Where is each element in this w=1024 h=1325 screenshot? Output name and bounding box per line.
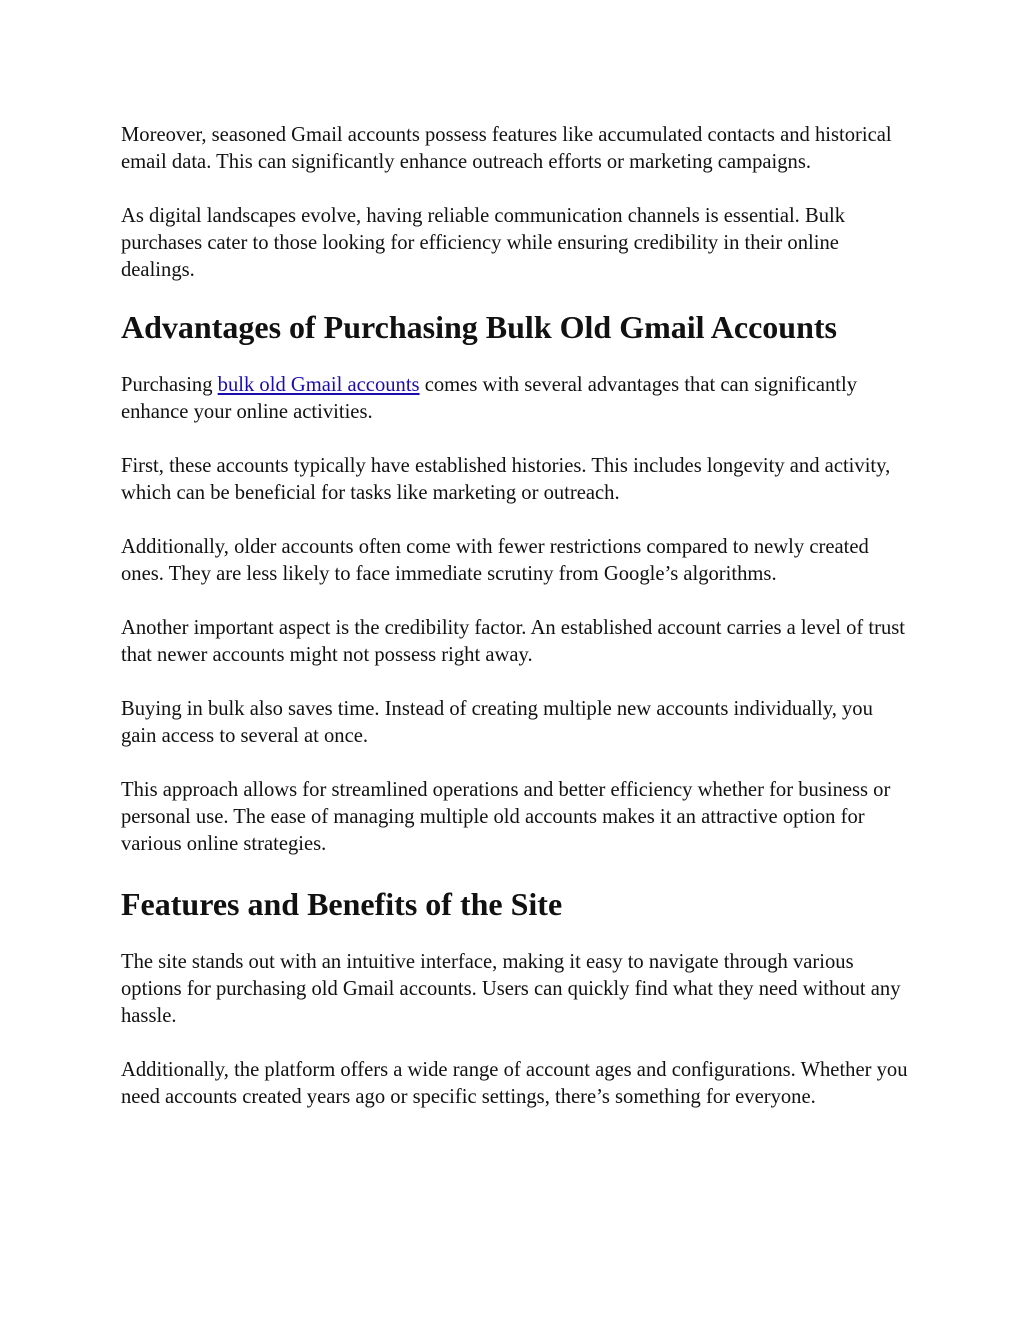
intro-paragraph-1: Moreover, seasoned Gmail accounts possess features like accumulated contacts and historical email data. This can significantly enhance outreach efforts or marketing campaigns. <box>121 124 892 173</box>
advantages-paragraph-6: This approach allows for streamlined operations and better efficiency whether for business or personal use. The ease of managing multiple old accounts makes it an attractive option for various online strategies. <box>121 779 891 855</box>
advantages-paragraph-4: Another important aspect is the credibility factor. An established account carries a level of trust that newer accounts might not possess right away. <box>121 617 906 666</box>
advantages-heading: Advantages of Purchasing Bulk Old Gmail Accounts <box>121 309 837 345</box>
advantages-paragraph-1 <box>121 372 911 426</box>
advantages-paragraph-5: Buying in bulk also saves time. Instead of creating multiple new accounts individually, you gain access to several at once. <box>121 698 873 747</box>
advantages-paragraph-3: Additionally, older accounts often come with fewer restrictions compared to newly created ones. They are less likely to face immediate scrutiny from Google’s algorithms. <box>121 536 869 585</box>
features-heading: Features and Benefits of the Site <box>121 886 563 922</box>
intro-paragraph-2: As digital landscapes evolve, having reliable communication channels is essential. Bulk purchases cater to those looking for efficiency while ensuring credibility in their online dealings. <box>121 205 846 281</box>
advantages-paragraph-2: First, these accounts typically have established histories. This includes longevity and activity, which can be beneficial for tasks like marketing or outreach. <box>121 455 891 504</box>
advantages-p1-after: comes with several advantages that can significantly enhance your online activities. <box>121 374 858 423</box>
document-page <box>121 122 911 1138</box>
bulk-old-gmail-accounts-link[interactable]: bulk old Gmail accounts <box>217 374 420 396</box>
features-paragraph-2: Additionally, the platform offers a wide range of account ages and configurations. Whether you need accounts created years ago or specific settings, there’s something for everyone. <box>121 1059 908 1108</box>
features-paragraph-1: The site stands out with an intuitive interface, making it easy to navigate through various options for purchasing old Gmail accounts. Users can quickly find what they need without any hassle. <box>121 951 901 1027</box>
advantages-p1-before: Purchasing <box>121 374 218 396</box>
